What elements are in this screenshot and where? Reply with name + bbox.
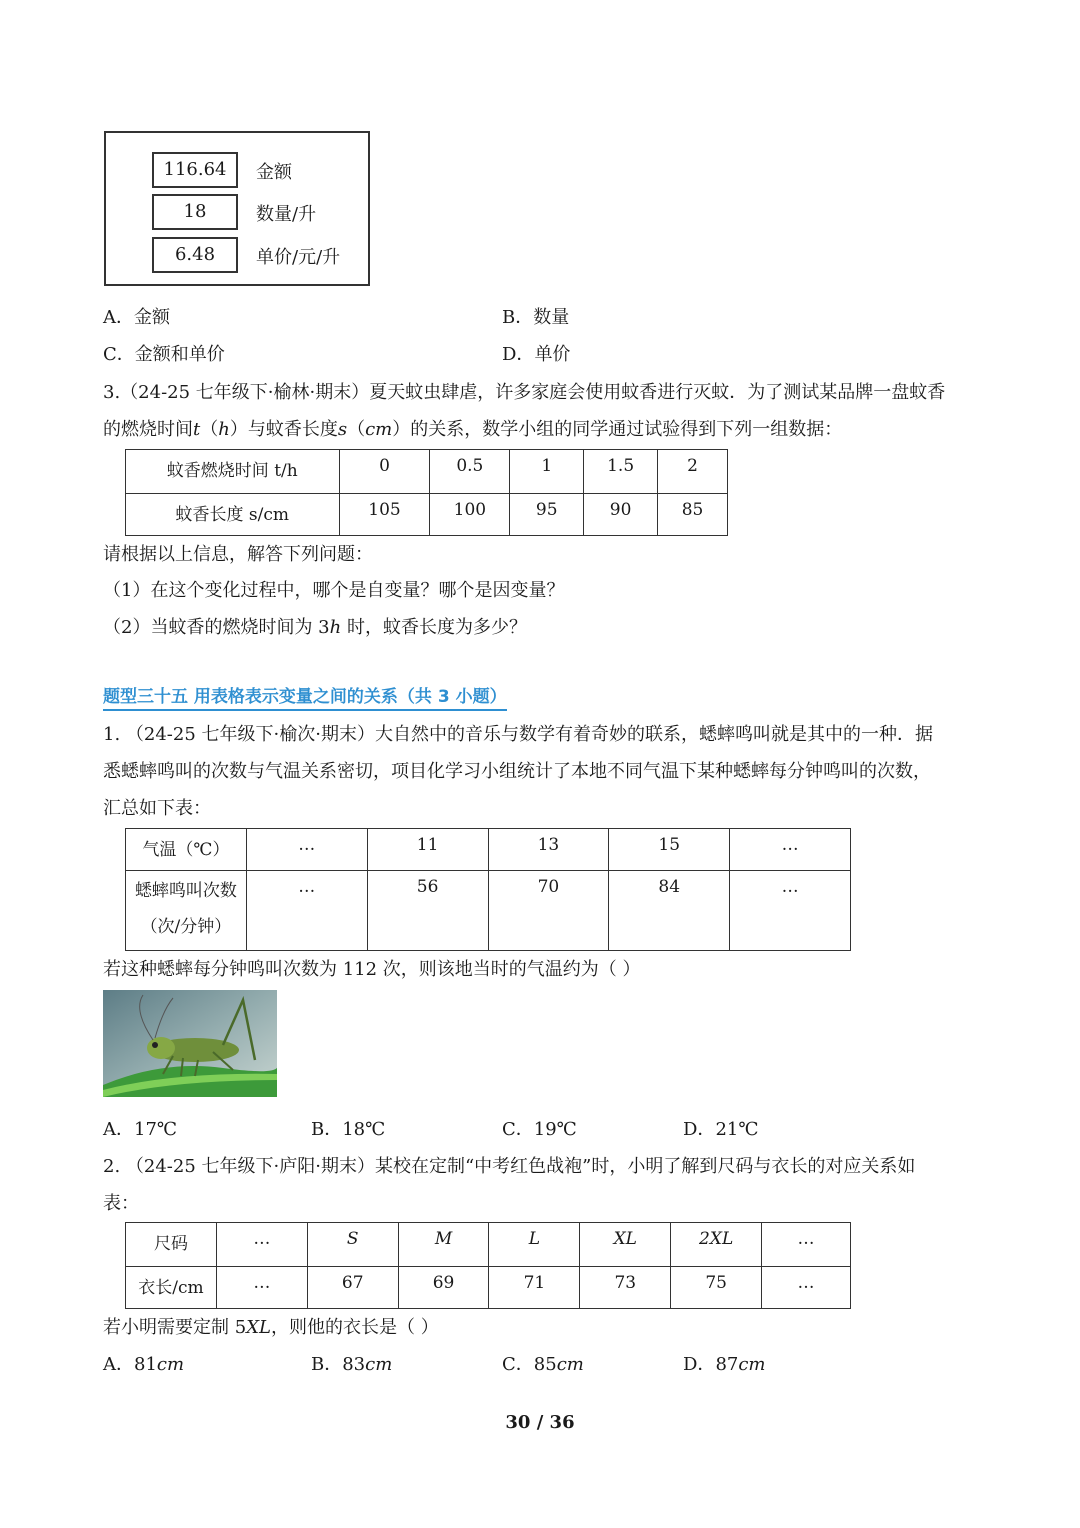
cricket-photo — [103, 990, 277, 1097]
table-cell: 11 — [367, 829, 488, 871]
q3-text-line1: 3.（24-25 七年级下·榆林·期末）夏天蚊虫肆虐，许多家庭会使用蚊香进行灭蚊．为了测试某品牌一盘蚊香 — [103, 382, 946, 403]
table-cell: … — [216, 1267, 307, 1309]
section-title: 题型三十五 用表格表示变量之间的关系（共 3 小题） — [103, 682, 507, 711]
table-cell: … — [246, 871, 367, 951]
table-cell: 13 — [488, 829, 609, 871]
option-a[interactable]: A．17℃ — [103, 1119, 178, 1140]
option-d[interactable]: D．21℃ — [683, 1119, 759, 1140]
option-letter: C． — [103, 344, 135, 365]
table-cell: 70 — [488, 871, 609, 951]
table-cell: 73 — [580, 1267, 671, 1309]
table-cell: … — [762, 1223, 851, 1267]
table-cell: 69 — [398, 1267, 489, 1309]
pump-amount-value: 116.64 — [152, 152, 238, 188]
table-cell: XL — [580, 1223, 671, 1267]
table-cell: 56 — [367, 871, 488, 951]
option-a[interactable] — [103, 303, 170, 329]
pump-quantity-value: 18 — [152, 194, 238, 230]
option-text: 数量 — [533, 307, 570, 328]
table-cell: L — [489, 1223, 580, 1267]
s2-question: 若小明需要定制 5XL，则他的衣长是（ ） — [103, 1317, 439, 1338]
table-cell: 71 — [489, 1267, 580, 1309]
option-c[interactable]: C．19℃ — [502, 1119, 577, 1140]
option-d[interactable]: D．87cm — [683, 1354, 766, 1375]
table-cell: 90 — [584, 494, 658, 536]
table-row-head: 蚊香燃烧时间 t/h — [126, 450, 340, 494]
cricket-table — [125, 828, 851, 951]
table-cell: 105 — [339, 494, 430, 536]
pump-amount-label: 金额 — [256, 162, 292, 183]
table-cell: 100 — [430, 494, 510, 536]
option-text: 金额 — [134, 307, 170, 328]
table-cell: 2 — [658, 450, 728, 494]
s1-text-line2: 悉蟋蟀鸣叫的次数与气温关系密切，项目化学习小组统计了本地不同气温下某种蟋蟀每分钟鸣叫的次数， — [103, 761, 931, 782]
table-row-head: 气温（℃） — [126, 829, 247, 871]
table-cell: 85 — [658, 494, 728, 536]
table-cell: 84 — [609, 871, 730, 951]
option-letter: B． — [502, 307, 534, 328]
page-number: 30 / 36 — [505, 1412, 575, 1433]
mosquito-coil-table — [125, 449, 728, 536]
table-cell: … — [762, 1267, 851, 1309]
option-b[interactable] — [502, 303, 569, 329]
s2-text-line2: 表： — [103, 1193, 139, 1214]
option-letter: A． — [103, 307, 134, 328]
table-row-head: 蚊香长度 s/cm — [126, 494, 340, 536]
option-d[interactable] — [502, 340, 570, 366]
table-cell: … — [730, 829, 851, 871]
q3-text-line2: 的燃烧时间t（h）与蚊香长度s（cm）的关系，数学小组的同学通过试验得到下列一组数据： — [103, 419, 843, 440]
option-b[interactable]: B．18℃ — [311, 1119, 386, 1140]
table-cell: 15 — [609, 829, 730, 871]
s1-text-line1: 1. （24-25 七年级下·榆次·期末）大自然中的音乐与数学有着奇妙的联系，蟋蟀鸣叫就是其中的一种．据 — [103, 724, 933, 745]
option-letter: D． — [502, 344, 535, 365]
table-cell: M — [398, 1223, 489, 1267]
table-cell: … — [246, 829, 367, 871]
table-cell: 0 — [339, 450, 430, 494]
table-cell: 1.5 — [584, 450, 658, 494]
s2-text-line1: 2. （24-25 七年级下·庐阳·期末）某校在定制“中考红色战袍”时，小明了解到尺码与衣长的对应关系如 — [103, 1156, 916, 1177]
table-cell: 75 — [671, 1267, 762, 1309]
option-a[interactable]: A．81cm — [103, 1354, 185, 1375]
q3-sub2: （2）当蚊香的燃烧时间为 3h 时，蚊香长度为多少？ — [103, 617, 527, 638]
pump-quantity-label: 数量/升 — [256, 204, 317, 225]
option-c[interactable]: C．85cm — [502, 1354, 584, 1375]
table-cell: … — [216, 1223, 307, 1267]
table-row-head: 衣长/cm — [126, 1267, 217, 1309]
size-table — [125, 1222, 851, 1309]
table-cell: S — [307, 1223, 398, 1267]
option-text: 金额和单价 — [134, 344, 225, 365]
q3-sub1: （1）在这个变化过程中，哪个是自变量？哪个是因变量？ — [103, 580, 565, 601]
table-row-head: 尺码 — [126, 1223, 217, 1267]
option-text: 单价 — [534, 344, 571, 365]
table-cell: 0.5 — [430, 450, 510, 494]
s1-text-line3: 汇总如下表： — [103, 798, 211, 819]
table-cell: 95 — [510, 494, 584, 536]
s1-question: 若这种蟋蟀每分钟鸣叫次数为 112 次，则该地当时的气温约为（ ） — [103, 959, 641, 980]
pump-unitprice-value: 6.48 — [152, 237, 238, 273]
table-cell: … — [730, 871, 851, 951]
q3-instruction: 请根据以上信息，解答下列问题： — [103, 544, 373, 565]
option-b[interactable]: B．83cm — [311, 1354, 393, 1375]
table-cell: 67 — [307, 1267, 398, 1309]
table-cell: 1 — [510, 450, 584, 494]
table-cell: 2XL — [671, 1223, 762, 1267]
pump-display-figure — [104, 131, 370, 286]
option-c[interactable] — [103, 340, 225, 366]
table-row-head: 蟋蟀鸣叫次数 （次/分钟） — [126, 871, 247, 951]
pump-unitprice-label: 单价/元/升 — [256, 247, 341, 268]
